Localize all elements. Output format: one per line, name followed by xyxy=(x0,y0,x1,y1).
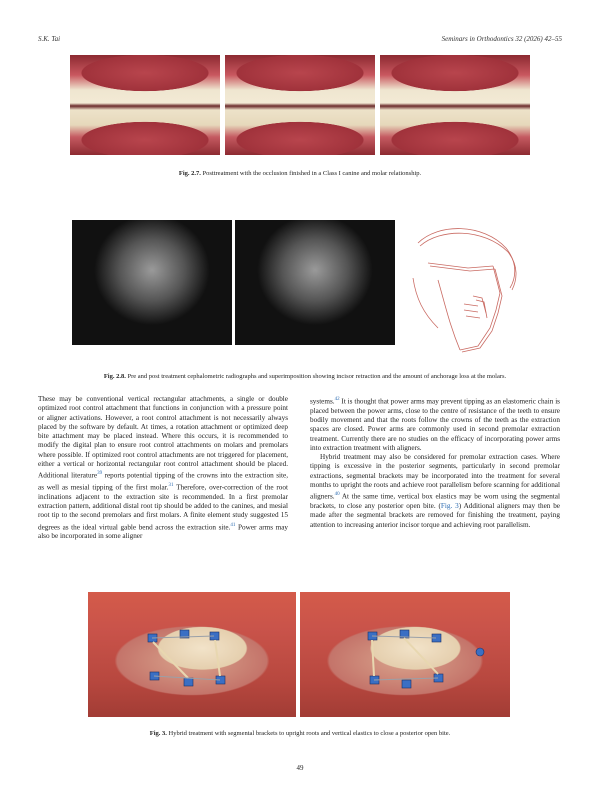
figure-3-caption-text: Hybrid treatment with segmental brackets to upright roots and vertical elastics to close a posterior open bite. xyxy=(168,730,451,737)
intraoral-photo-frontal xyxy=(225,55,375,155)
cephalometric-radiograph-post xyxy=(235,220,395,345)
figure-3-link[interactable]: Fig. 3 xyxy=(440,502,459,511)
citation-31[interactable]: 31 xyxy=(168,483,174,489)
segmental-brackets-right xyxy=(88,592,296,717)
left-text-2: reports potential tipping of the crowns into the extraction site, as well as mesial tipping of the first molar. xyxy=(38,471,288,492)
right-text-3: Hybrid treatment may also be considered for premolar extraction cases. Where tipping is excessive in the posterior segments, particularly in second premolar extractions, segmental brackets may be incorporated into the treatment for several months to upright the roots and achieve root parallelism before scanning for additional aligners. xyxy=(310,453,560,501)
right-text-4: At the same time, vertical box elastics may be worn using the segmental brackets, to close any posterior open bite. ( xyxy=(310,492,560,511)
intraoral-photo-right xyxy=(70,55,220,155)
right-text-5: ) Additional aligners may then be made after the segmental brackets are removed for finishing the treatment, paying attention to increasing anterior incisor torque and achieving root parallelism. xyxy=(310,502,560,529)
running-header-journal: Seminars in Orthodontics 32 (2026) 42–55 xyxy=(441,35,562,43)
segmental-brackets-left xyxy=(300,592,510,717)
figure-2-7-caption-text: Posttreatment with the occlusion finished in a Class I canine and molar relationship. xyxy=(202,170,422,177)
citation-42[interactable]: 42 xyxy=(334,397,340,402)
citation-39[interactable]: 39 xyxy=(97,471,103,477)
orthodontic-photo-right xyxy=(88,592,296,717)
figure-3-caption xyxy=(40,730,560,737)
left-text-4: Power arms may also be incorporated in some aligner xyxy=(38,523,288,541)
figure-2-7-caption xyxy=(40,170,560,177)
citation-41[interactable]: 41 xyxy=(230,522,236,528)
body-column-left xyxy=(38,395,288,542)
figure-2-8-label: Fig. 2.8. xyxy=(103,373,126,380)
cephalometric-superimposition xyxy=(398,218,533,358)
right-paragraph-1 xyxy=(310,395,560,453)
right-text-2: It is thought that power arms may prevent tipping as an elastomeric chain is placed between the power arms, close to the centre of resistance of the teeth to ensure bodily movement and that the roots follow the crowns of the teeth as the extraction spaces are closed. Power arms are commonly used in second premolar extraction treatment. Currently there are no studies on the efficacy of incorporating power arms into extraction treatment with aligners. xyxy=(310,397,560,452)
figure-2-8-caption xyxy=(40,373,570,380)
left-text-3: Therefore, over-correction of the root inclinations adjacent to the extraction site is recommended. In a first premolar extraction pattern, additional distal root tip should be added to the canines, and mesial root tip to the second premolars and first molars. A finite element study suggested 15 degrees as the ideal virtual gable bend across the extraction site. xyxy=(38,483,288,532)
citation-40[interactable]: 40 xyxy=(334,492,340,498)
right-text-1: systems. xyxy=(310,397,335,406)
left-paragraph xyxy=(38,395,288,542)
orthodontic-photo-left xyxy=(300,592,510,717)
superimposition-tracing xyxy=(398,218,533,358)
figure-3-label: Fig. 3. xyxy=(149,730,167,737)
body-column-right xyxy=(310,395,560,530)
intraoral-photo-left xyxy=(380,55,530,155)
left-text-1: These may be conventional vertical rectangular attachments, a single or double optimized root control attachment that functions in conjunction with a pressure point or aligner activations. However, a root control attachment is not necessarily always placed by the software by default. At times, a rotation attachment or optimized deep bite attachment may be placed instead. Where this occurs, it is recommended to modify the digital plan to ensure root control attachments on molars and premolars where possible. If optimized root control attachments are not triggered for placement, either a vertical or horizontal rectangular root control attachment should be placed. Additional literature xyxy=(38,395,288,480)
page-number: 49 xyxy=(296,764,304,772)
running-header-author: S.K. Tai xyxy=(38,35,61,43)
cephalometric-radiograph-pre xyxy=(72,220,232,345)
figure-2-8-caption-text: Pre and post treatment cephalometric radiographs and superimposition showing incisor retraction and the amount of anchorage loss at the molars. xyxy=(127,373,507,380)
right-paragraph-2 xyxy=(310,453,560,530)
figure-2-7-label: Fig. 2.7. xyxy=(178,170,201,177)
